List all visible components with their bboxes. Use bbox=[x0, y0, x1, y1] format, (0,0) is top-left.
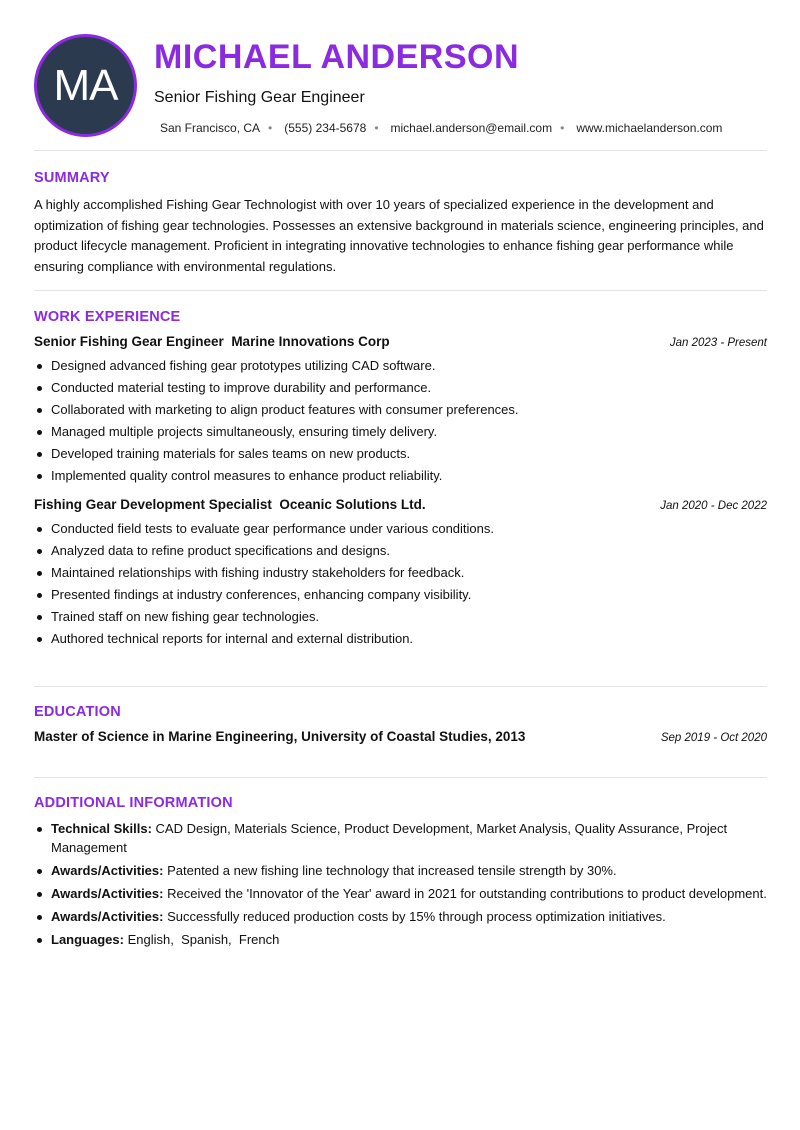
list-item: Conducted field tests to evaluate gear performance under various conditions. bbox=[34, 518, 767, 540]
contact-phone: (555) 234-5678 bbox=[284, 121, 367, 135]
item-text: English, Spanish, French bbox=[127, 931, 280, 947]
education-dates: Sep 2019 - Oct 2020 bbox=[660, 732, 767, 744]
list-item bbox=[34, 908, 767, 927]
list-item: Designed advanced fishing gear prototypes utilizing CAD software. bbox=[34, 355, 767, 377]
item-text: Received the 'Innovator of the Year' award in 2021 for outstanding contributions to product development. bbox=[167, 885, 767, 901]
contact-info bbox=[160, 121, 722, 135]
list-item: Trained staff on new fishing gear technologies. bbox=[34, 606, 767, 628]
item-label: Awards/Activities: bbox=[51, 908, 164, 924]
list-item: Maintained relationships with fishing industry stakeholders for feedback. bbox=[34, 562, 767, 584]
resume-header bbox=[34, 34, 767, 138]
divider bbox=[34, 777, 767, 778]
candidate-title: Senior Fishing Gear Engineer bbox=[154, 89, 365, 106]
avatar: MA bbox=[34, 34, 137, 137]
summary-text: A highly accomplished Fishing Gear Technologist with over 10 years of specialized experience in the development and optimization of fishing gear technologies. Possesses an extensive background in materials science, engineering principles, and product lifecycle management. Proficient in integrating innovative technologies to enhance fishing gear performance while ensuring compliance with environmental regulations. bbox=[34, 197, 764, 274]
list-item bbox=[34, 885, 767, 904]
item-label: Awards/Activities: bbox=[51, 885, 164, 901]
item-label: Awards/Activities: bbox=[51, 862, 164, 878]
contact-email[interactable]: michael.anderson@email.com bbox=[390, 121, 553, 135]
job-role: Fishing Gear Development Specialist bbox=[34, 497, 272, 512]
list-item: Implemented quality control measures to enhance product reliability. bbox=[34, 465, 767, 487]
experience-section bbox=[34, 309, 767, 650]
job-entry bbox=[34, 334, 767, 487]
item-label: Technical Skills: bbox=[51, 821, 152, 836]
separator-dot: • bbox=[268, 121, 273, 135]
list-item: Collaborated with marketing to align product features with consumer preferences. bbox=[34, 399, 767, 421]
divider bbox=[34, 686, 767, 687]
item-text: Patented a new fishing line technology that increased tensile strength by 30%. bbox=[167, 862, 617, 878]
separator-dot: • bbox=[374, 121, 379, 135]
job-company: Oceanic Solutions Ltd. bbox=[279, 497, 426, 512]
job-company: Marine Innovations Corp bbox=[231, 334, 390, 349]
section-heading: EDUCATION bbox=[34, 704, 121, 720]
list-item: Conducted material testing to improve durability and performance. bbox=[34, 377, 767, 399]
separator-dot: • bbox=[560, 121, 565, 135]
item-label: Languages: bbox=[51, 931, 124, 947]
list-item: Analyzed data to refine product specifications and designs. bbox=[34, 540, 767, 562]
degree: Master of Science in Marine Engineering, University of Coastal Studies, 2013 bbox=[34, 729, 526, 744]
item-text: CAD Design, Materials Science, Product Development, Market Analysis, Quality Assurance, Project Management bbox=[51, 821, 728, 855]
divider bbox=[34, 150, 767, 151]
divider bbox=[34, 290, 767, 291]
job-dates: Jan 2023 - Present bbox=[669, 337, 767, 349]
job-entry bbox=[34, 497, 767, 650]
additional-section bbox=[34, 795, 767, 954]
section-heading: ADDITIONAL INFORMATION bbox=[34, 795, 233, 811]
item-text: Successfully reduced production costs by 15% through process optimization initiatives. bbox=[167, 908, 666, 924]
list-item bbox=[34, 820, 767, 857]
summary-section bbox=[34, 170, 767, 277]
contact-website[interactable]: www.michaelanderson.com bbox=[576, 121, 723, 135]
section-heading: SUMMARY bbox=[34, 170, 110, 186]
list-item bbox=[34, 862, 767, 881]
education-section bbox=[34, 704, 767, 750]
list-item bbox=[34, 931, 767, 950]
list-item: Presented findings at industry conferences, enhancing company visibility. bbox=[34, 584, 767, 606]
candidate-name: MICHAEL ANDERSON bbox=[154, 38, 520, 76]
section-heading: WORK EXPERIENCE bbox=[34, 309, 181, 325]
list-item: Authored technical reports for internal and external distribution. bbox=[34, 628, 767, 650]
list-item: Managed multiple projects simultaneously, ensuring timely delivery. bbox=[34, 421, 767, 443]
job-dates: Jan 2020 - Dec 2022 bbox=[660, 500, 767, 512]
list-item: Developed training materials for sales teams on new products. bbox=[34, 443, 767, 465]
job-role: Senior Fishing Gear Engineer bbox=[34, 334, 224, 349]
contact-location: San Francisco, CA bbox=[160, 121, 261, 135]
